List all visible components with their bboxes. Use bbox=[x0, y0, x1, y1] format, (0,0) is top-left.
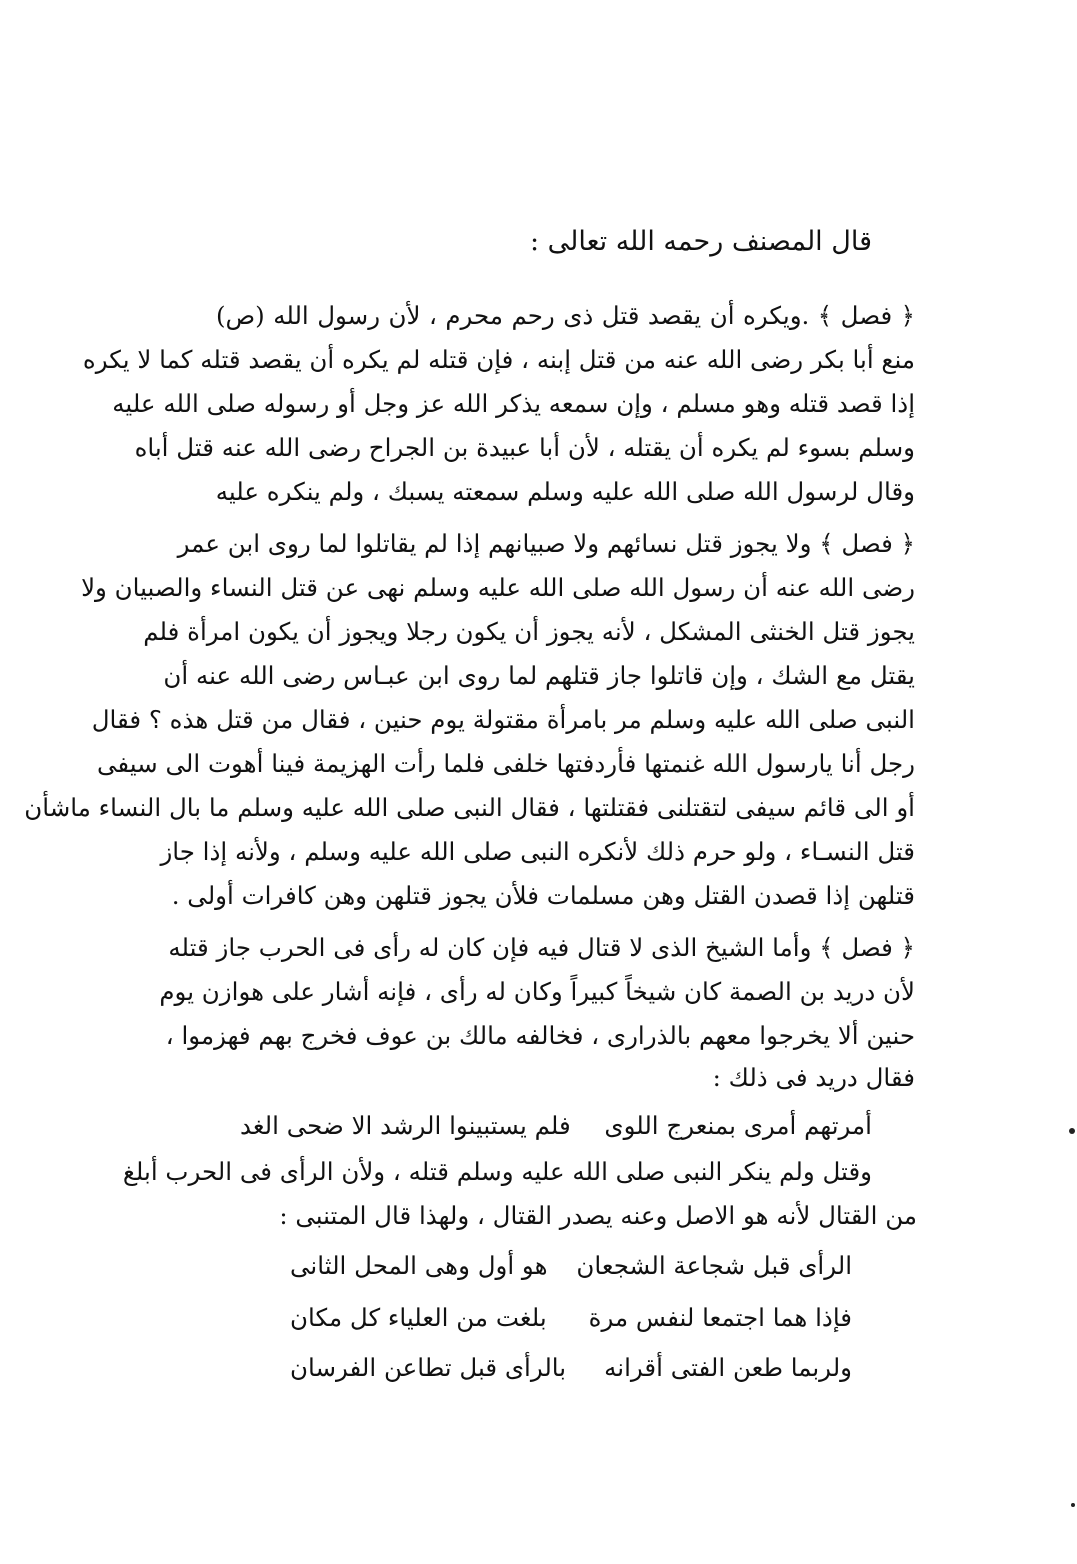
text-line: وقال لرسول الله صلى الله عليه وسلم سمعته يسبك ، ولم ينكره عليه bbox=[215, 477, 915, 506]
text-line: يقتل مع الشك ، وإن قاتلوا جاز قتلهم لما روى ابن عبـاس رضى الله عنه أن bbox=[163, 661, 915, 690]
text-line: وقتل ولم ينكر النبى صلى الله عليه وسلم قتله ، ولأن الرأى فى الحرب أبلغ bbox=[122, 1157, 872, 1186]
text-line: رضى الله عنه أن رسول الله صلى الله عليه وسلم نهى عن قتل النساء والصبيان ولا bbox=[81, 573, 915, 602]
poem-hemistich-first: فإذا هما اجتمعا لنفس مرة bbox=[588, 1303, 852, 1332]
text-line: ﴿ فصل ﴾ ولا يجوز قتل نسائهم ولا صبيانهم إذا لم يقاتلوا لما روى ابن عمر bbox=[177, 529, 915, 558]
text-line: قتل النسـاء ، ولو حرم ذلك لأنكره النبى صلى الله عليه وسلم ، ولأنه إذا جاز bbox=[160, 837, 915, 866]
verse-line bbox=[240, 1104, 872, 1148]
margin-speck bbox=[1071, 1503, 1075, 1507]
verse-hemistich-first: أمرتهم أمرى بمنعرج اللوى bbox=[604, 1111, 872, 1140]
poem-hemistich-second: بالرأى قبل تطاعن الفرسان bbox=[290, 1353, 567, 1382]
text-line: منع أبا بكر رضى الله عنه من قتل إبنه ، فإن قتله لم يكره أن يقصد قتله كما لا يكره bbox=[82, 345, 915, 374]
text-line: حنين ألا يخرجوا معهم بالذرارى ، فخالفه مالك بن عوف فخرج بهم فهزموا ، bbox=[165, 1021, 915, 1050]
text-line: وسلم بسوء لم يكره أن يقتله ، لأن أبا عبيدة بن الجراح رضى الله عنه قتل أباه bbox=[134, 433, 915, 462]
text-line: ﴿ فصل ﴾ وأما الشيخ الذى لا قتال فيه فإن كان له رأى فى الحرب جاز قتله bbox=[168, 933, 915, 962]
poem-line bbox=[290, 1244, 852, 1288]
text-line: رجل أنا يارسول الله غنمتها فأردفتها خلفى فلما رأت الهزيمة فينا أهوت الى سيفى bbox=[96, 749, 915, 778]
poem-hemistich-first: ولربما طعن الفتى أقرانه bbox=[604, 1353, 852, 1382]
poem-hemistich-second: هو أول وهى المحل الثانى bbox=[290, 1251, 548, 1280]
margin-speck bbox=[1069, 1128, 1075, 1134]
text-line: لأن دريد بن الصمة كان شيخاً كبيراً وكان له رأى ، فإنه أشار على هوازن يوم bbox=[159, 977, 915, 1006]
text-line: ﴿ فصل ﴾ .ويكره أن يقصد قتل ذى رحم محرم ، لأن رسول الله (ص) bbox=[216, 301, 915, 330]
poem-hemistich-first: الرأى قبل شجاعة الشجعان bbox=[576, 1251, 852, 1280]
text-line: يجوز قتل الخنثى المشكل ، لأنه يجوز أن يكون رجلا ويجوز أن يكون امرأة فلم bbox=[143, 617, 915, 646]
text-line: من القتال لأنه هو الاصل وعنه يصدر القتال ، ولهذا قال المتنبى : bbox=[279, 1201, 917, 1230]
text-line: إذا قصد قتله وهو مسلم ، وإن سمعه يذكر الله عز وجل أو رسوله صلى الله عليه bbox=[112, 389, 915, 418]
text-line: النبى صلى الله عليه وسلم مر بامرأة مقتولة يوم حنين ، فقال من قتل هذه ؟ فقال bbox=[91, 705, 915, 734]
verse-hemistich-second: فلم يستبينوا الرشد الا ضحى الغد bbox=[240, 1111, 571, 1140]
poem-line bbox=[290, 1346, 852, 1390]
text-line: قتلهن إذا قصدن القتل وهن مسلمات فلأن يجوز قتلهن وهن كافرات أولى . bbox=[171, 881, 915, 910]
text-line: أو الى قائم سيفى لتقتلنى فقتلتها ، فقال النبى صلى الله عليه وسلم ما بال النساء ماشأن bbox=[24, 793, 915, 822]
section-header: قال المصنف رحمه الله تعالى : bbox=[529, 226, 872, 257]
text-line: فقال دريد فى ذلك : bbox=[712, 1063, 915, 1092]
poem-line bbox=[290, 1296, 852, 1340]
poem-hemistich-second: بلغت من العلياء كل مكان bbox=[290, 1303, 547, 1332]
